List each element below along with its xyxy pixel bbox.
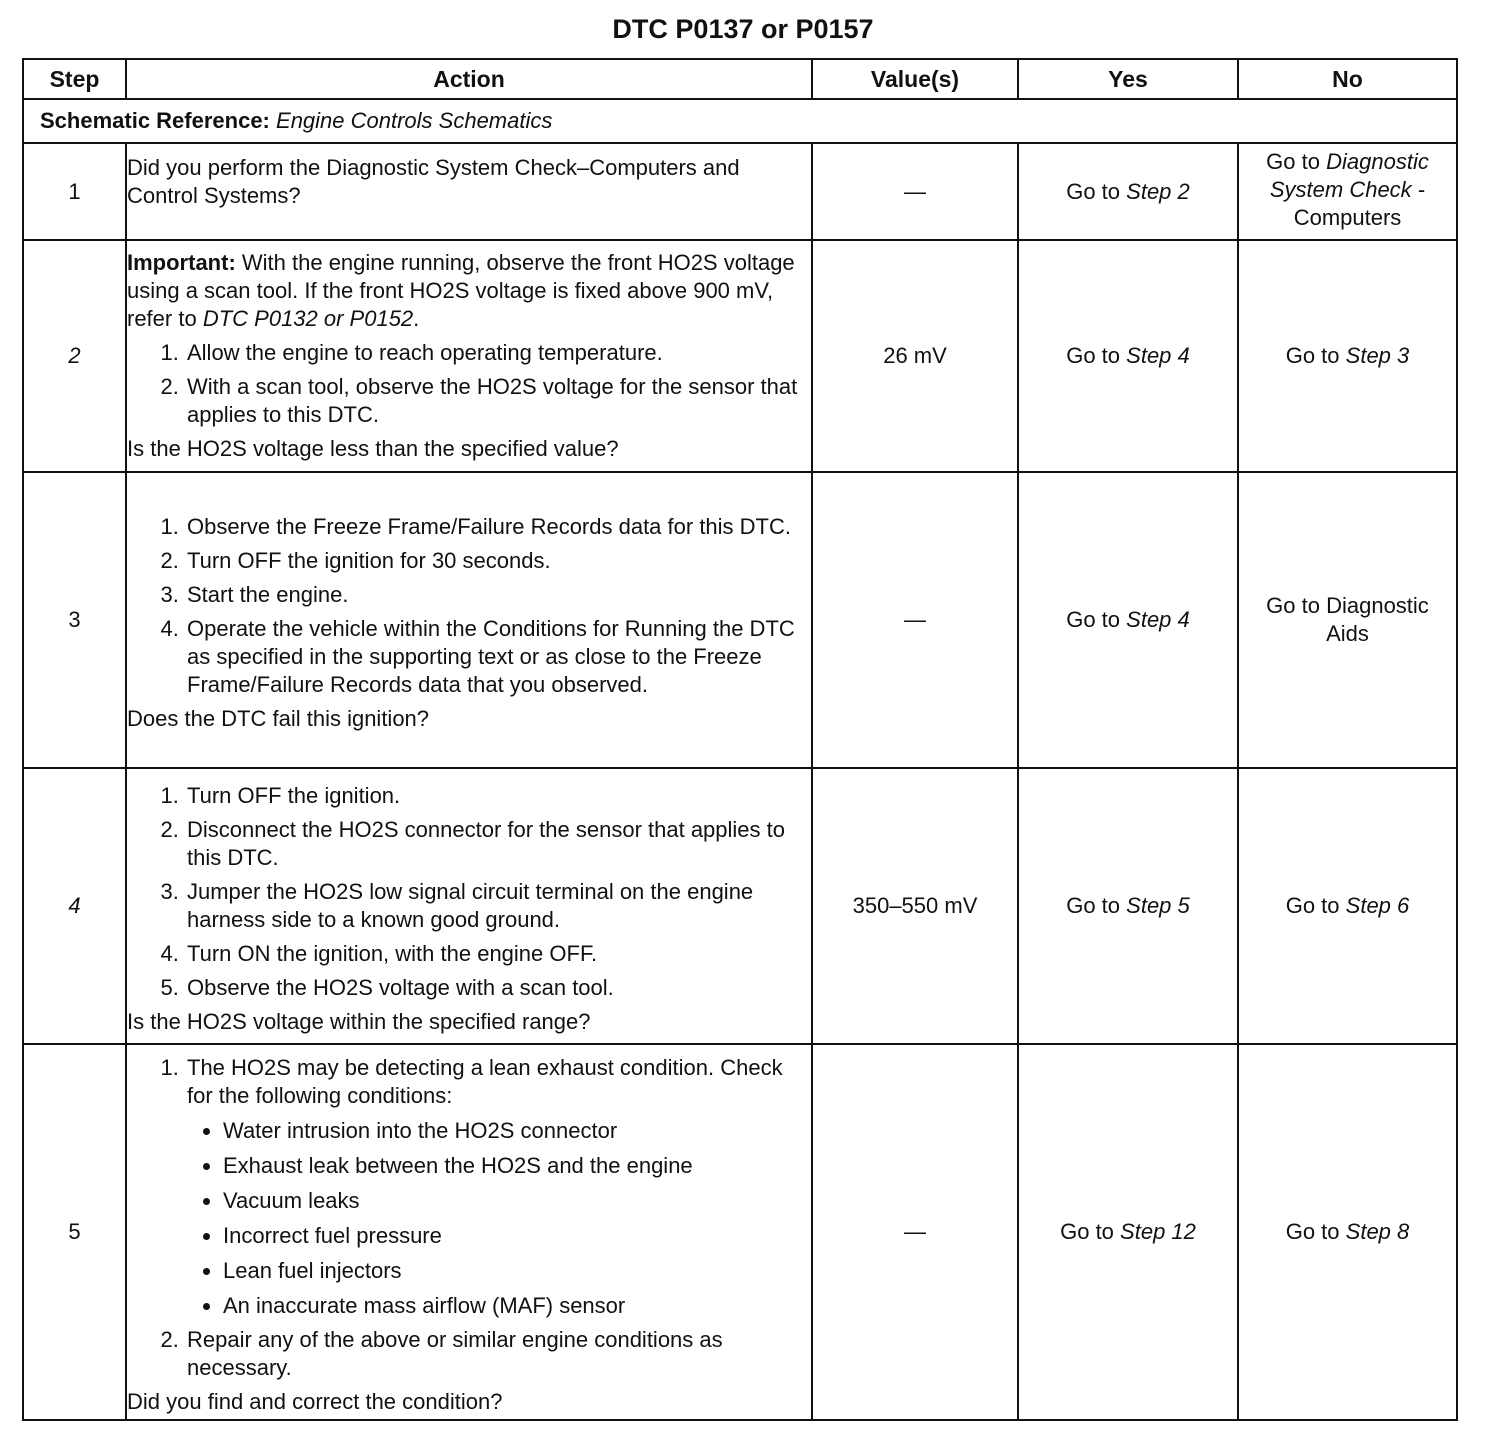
list-item (185, 1054, 811, 1320)
item-text: The HO2S may be detecting a lean exhaust condition. Check for the following conditions: (187, 1055, 783, 1108)
header-yes: Yes (1018, 59, 1238, 99)
list-item: 2. Turn OFF the ignition for 30 seconds. (185, 547, 811, 575)
bullet-item: • Vacuum leaks (223, 1187, 811, 1215)
yes-cell (1018, 1044, 1238, 1420)
list-item: 4. Operate the vehicle within the Conditions for Running the DTC as specified in the supporting text or as close to the Freeze Frame/Failure Records data that you observed. (185, 615, 811, 699)
no-link[interactable]: Diagnostic System Check (1269, 149, 1429, 202)
value-cell: — (812, 1044, 1018, 1420)
no-cell (1238, 768, 1457, 1044)
action-steps (127, 782, 811, 1002)
action-steps (127, 339, 811, 429)
action-cell (126, 240, 812, 472)
action-cell (126, 1044, 812, 1420)
step-number: 3 (23, 472, 126, 768)
step-number: 2 (23, 240, 126, 472)
action-cell (126, 768, 812, 1044)
table-row (23, 240, 1457, 472)
yes-link[interactable]: Step 5 (1126, 893, 1190, 918)
yes-cell (1018, 472, 1238, 768)
important-note: Important: With the engine running, observe the front HO2S voltage using a scan tool. If the front HO2S voltage is fixed above 900 mV, refer to DTC P0132 or P0152. (127, 250, 795, 331)
header-values: Value(s) (812, 59, 1018, 99)
question-text: Is the HO2S voltage within the specified range? (127, 1009, 591, 1034)
yes-prefix: Go to (1060, 1219, 1114, 1244)
yes-prefix: Go to (1066, 178, 1121, 204)
list-item: 3. Start the engine. (185, 581, 811, 609)
schematic-link[interactable]: Engine Controls Schematics (276, 108, 553, 133)
action-text: Did you perform the Diagnostic System Check–Computers and Control Systems? (127, 155, 740, 208)
step-number: 1 (23, 143, 126, 240)
question-text: Did you find and correct the condition? (127, 1389, 503, 1414)
no-link[interactable]: Step 6 (1345, 893, 1410, 918)
schematic-reference (23, 99, 1457, 143)
important-label: Important: (127, 250, 236, 275)
table-row (23, 768, 1457, 1044)
schematic-label: Schematic Reference: (40, 108, 270, 133)
value-cell: 350–550 mV (812, 768, 1018, 1044)
table-row (23, 143, 1457, 240)
no-cell[interactable]: Go to Diagnostic Aids (1238, 472, 1457, 768)
value-cell: — (812, 472, 1018, 768)
no-cell (1238, 240, 1457, 472)
no-cell (1238, 1044, 1457, 1420)
header-row (23, 59, 1457, 99)
bullet-item: • Incorrect fuel pressure (223, 1222, 811, 1250)
yes-prefix: Go to (1066, 893, 1121, 918)
value-cell: — (812, 143, 1018, 240)
action-steps (127, 513, 811, 699)
important-ref[interactable]: DTC P0132 or P0152 (202, 306, 414, 331)
list-item: 2. Repair any of the above or similar engine conditions as necessary. (185, 1326, 811, 1382)
step-number: 5 (23, 1044, 126, 1420)
no-link[interactable]: Step 8 (1345, 1219, 1410, 1244)
list-item: 2. With a scan tool, observe the HO2S voltage for the sensor that applies to this DTC. (185, 373, 811, 429)
page-title: DTC P0137 or P0157 (612, 14, 874, 44)
yes-cell (1018, 768, 1238, 1044)
bullet-item: • Lean fuel injectors (223, 1257, 811, 1285)
no-prefix: Go to (1285, 893, 1340, 918)
bullet-item: • An inaccurate mass airflow (MAF) sensor (223, 1292, 811, 1320)
schematic-reference-row (23, 99, 1457, 143)
yes-cell (1018, 143, 1238, 240)
value-cell: 26 mV (812, 240, 1018, 472)
header-no: No (1238, 59, 1457, 99)
no-suffix: - Computers (1293, 177, 1426, 230)
condition-list (187, 1117, 811, 1320)
no-prefix: Go to (1285, 343, 1340, 368)
header-action: Action (126, 59, 812, 99)
no-prefix: Go to (1285, 1219, 1340, 1244)
yes-link[interactable]: Step 4 (1126, 607, 1190, 632)
diagnostic-table (22, 58, 1458, 1421)
yes-link[interactable]: Step 12 (1120, 1219, 1196, 1244)
header-step: Step (23, 59, 126, 99)
action-cell (126, 472, 812, 768)
list-item: 5. Observe the HO2S voltage with a scan tool. (185, 974, 811, 1002)
bullet-item: • Water intrusion into the HO2S connector (223, 1117, 811, 1145)
yes-prefix: Go to (1066, 607, 1121, 632)
action-cell (126, 143, 812, 240)
no-link[interactable]: Step 3 (1345, 343, 1410, 368)
action-steps (127, 1054, 811, 1382)
yes-link[interactable]: Step 4 (1126, 343, 1190, 368)
list-item: 4. Turn ON the ignition, with the engine OFF. (185, 940, 811, 968)
list-item: 1. Turn OFF the ignition. (185, 782, 811, 810)
no-cell (1238, 143, 1457, 240)
no-prefix: Go to (1266, 149, 1320, 174)
list-item: 1. Observe the Freeze Frame/Failure Records data for this DTC. (185, 513, 811, 541)
list-item: 3. Jumper the HO2S low signal circuit terminal on the engine harness side to a known good ground. (185, 878, 811, 934)
yes-prefix: Go to (1066, 343, 1121, 368)
table-row (23, 472, 1457, 768)
table-row (23, 1044, 1457, 1420)
list-item: 2. Disconnect the HO2S connector for the sensor that applies to this DTC. (185, 816, 811, 872)
question-text: Does the DTC fail this ignition? (127, 706, 430, 731)
yes-link[interactable]: Step 2 (1126, 178, 1190, 204)
question-text: Is the HO2S voltage less than the specified value? (127, 436, 619, 461)
step-number: 4 (23, 768, 126, 1044)
yes-cell (1018, 240, 1238, 472)
important-text: With the engine running, observe the front HO2S voltage using a scan tool. If the front HO2S voltage is fixed above 900 mV, refer to (127, 250, 795, 331)
bullet-item: • Exhaust leak between the HO2S and the engine (223, 1152, 811, 1180)
list-item: 1. Allow the engine to reach operating temperature. (185, 339, 811, 367)
